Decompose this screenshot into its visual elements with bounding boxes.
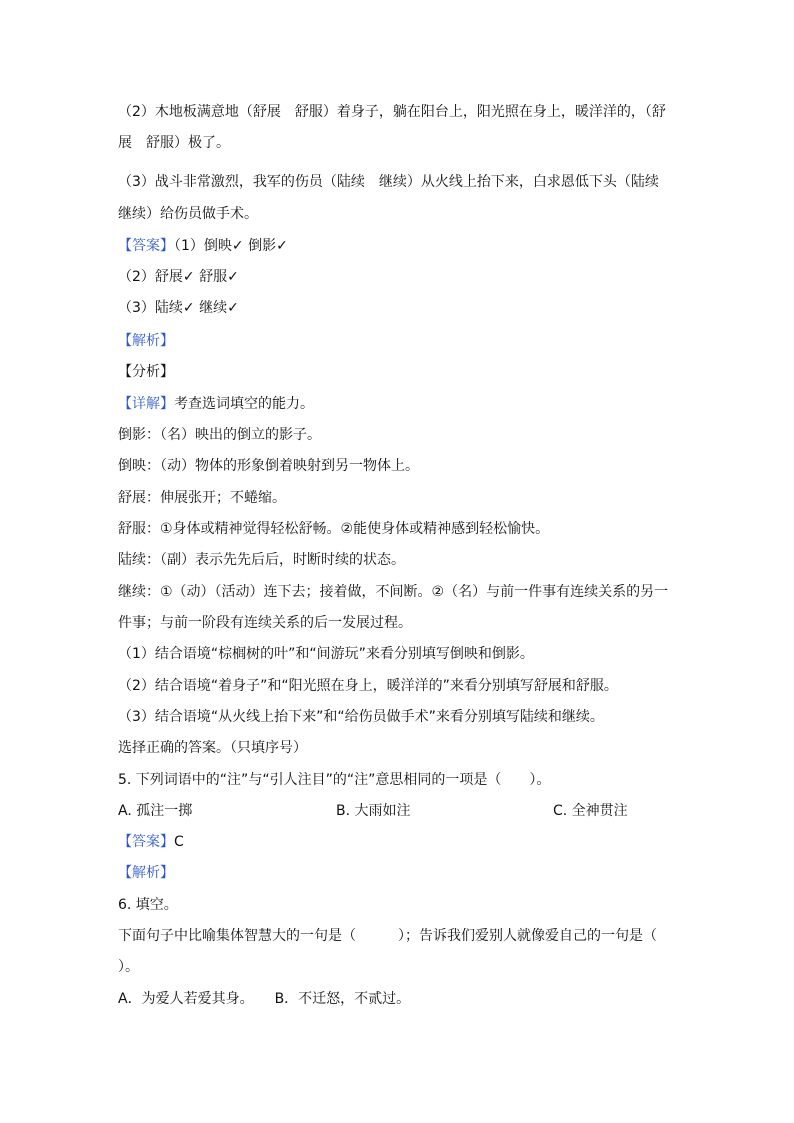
text-line — [118, 298, 239, 318]
line-text: （1）倒映✓ 倒影✓ — [174, 238, 288, 254]
line-text: 件事；与前一阶段有连续关系的后一发展过程。 — [118, 615, 412, 631]
section-tag: 【答案】 — [118, 238, 174, 254]
section-tag: 【解析】 — [118, 333, 174, 349]
line-text: 【分析】 — [118, 364, 174, 380]
text-line — [118, 926, 657, 946]
text-line — [118, 488, 286, 508]
line-text: 舒服：①身体或精神觉得轻松舒畅。②能使身体或精神感到轻松愉快。 — [118, 521, 550, 537]
section-tag: 【答案】 — [118, 834, 174, 850]
text-line — [118, 770, 550, 790]
section-tag: 【解析】 — [118, 865, 174, 881]
text-line — [118, 267, 239, 287]
line-text: A．为爱人若爱其身。 B．不迁怒，不贰过。 — [118, 991, 411, 1007]
line-text: 下面句子中比喻集体智慧大的一句是（ ）；告诉我们爱别人就像爱自己的一句是（ — [118, 928, 657, 944]
text-line — [118, 204, 258, 224]
text-line — [118, 172, 659, 192]
line-text: 5. 下列词语中的“注”与“引人注目”的“注”意思相同的一项是（ ）。 — [118, 772, 551, 788]
line-text: （1）结合语境“棕榈树的叶”和“间游玩”来看分别填写倒映和倒影。 — [118, 646, 534, 662]
text-line — [118, 676, 618, 696]
line-text: （3）战斗非常激烈，我军的伤员（陆续 继续）从火线上抬下来，白求恩低下头（陆续 — [118, 174, 659, 190]
text-line — [118, 236, 288, 256]
line-text: （3）结合语境“从火线上抬下来”和“给伤员做手术”来看分别填写陆续和继续。 — [118, 709, 604, 725]
text-line — [118, 832, 184, 852]
line-text: 倒影：（名）映出的倒立的影子。 — [118, 427, 321, 443]
line-text: 继续：①（动）（活动）连下去；接着做，不间断。②（名）与前一件事有连续关系的另一 — [118, 584, 669, 600]
text-line — [118, 394, 314, 414]
text-line — [118, 989, 410, 1009]
choice-option: A. 孤注一掷 — [118, 803, 193, 819]
text-line — [118, 362, 174, 382]
text-line — [118, 738, 307, 758]
line-text: C — [174, 834, 184, 850]
text-line — [118, 644, 534, 664]
text-line — [118, 102, 666, 122]
text-line — [118, 550, 405, 570]
section-tag: 【详解】 — [118, 396, 174, 412]
line-text: 舒展：伸展张开；不蜷缩。 — [118, 490, 286, 506]
line-text: 6. 填空。 — [118, 897, 178, 913]
line-text: （2）舒展✓ 舒服✓ — [118, 269, 239, 285]
text-line — [118, 863, 174, 883]
line-text: 展 舒服）极了。 — [118, 135, 230, 151]
text-line — [118, 456, 419, 476]
text-line — [118, 957, 139, 977]
text-line — [118, 707, 604, 727]
line-text: （2）结合语境“着身子”和“阳光照在身上，暖洋洋的”来看分别填写舒展和舒服。 — [118, 678, 618, 694]
line-text: （2）木地板满意地（舒展 舒服）着身子，躺在阳台上，阳光照在身上，暖洋洋的，（舒 — [118, 104, 666, 120]
text-line — [118, 519, 549, 539]
line-text: 选择正确的答案。（只填序号） — [118, 740, 307, 756]
line-text: 考查选词填空的能力。 — [174, 396, 314, 412]
line-text: 继续）给伤员做手术。 — [118, 206, 258, 222]
text-line — [118, 133, 230, 153]
line-text: （3）陆续✓ 继续✓ — [118, 300, 239, 316]
choice-option: C. 全神贯注 — [553, 803, 628, 819]
text-line — [118, 613, 412, 633]
text-line — [118, 331, 174, 351]
line-text: ）。 — [118, 959, 139, 975]
text-line — [118, 582, 668, 602]
choice-option: B. 大雨如注 — [336, 803, 411, 819]
text-line — [118, 895, 178, 915]
line-text: 陆续：（副）表示先先后后，时断时续的状态。 — [118, 552, 405, 568]
line-text: 倒映：（动）物体的形象倒着映射到另一物体上。 — [118, 458, 419, 474]
text-line — [118, 425, 321, 445]
